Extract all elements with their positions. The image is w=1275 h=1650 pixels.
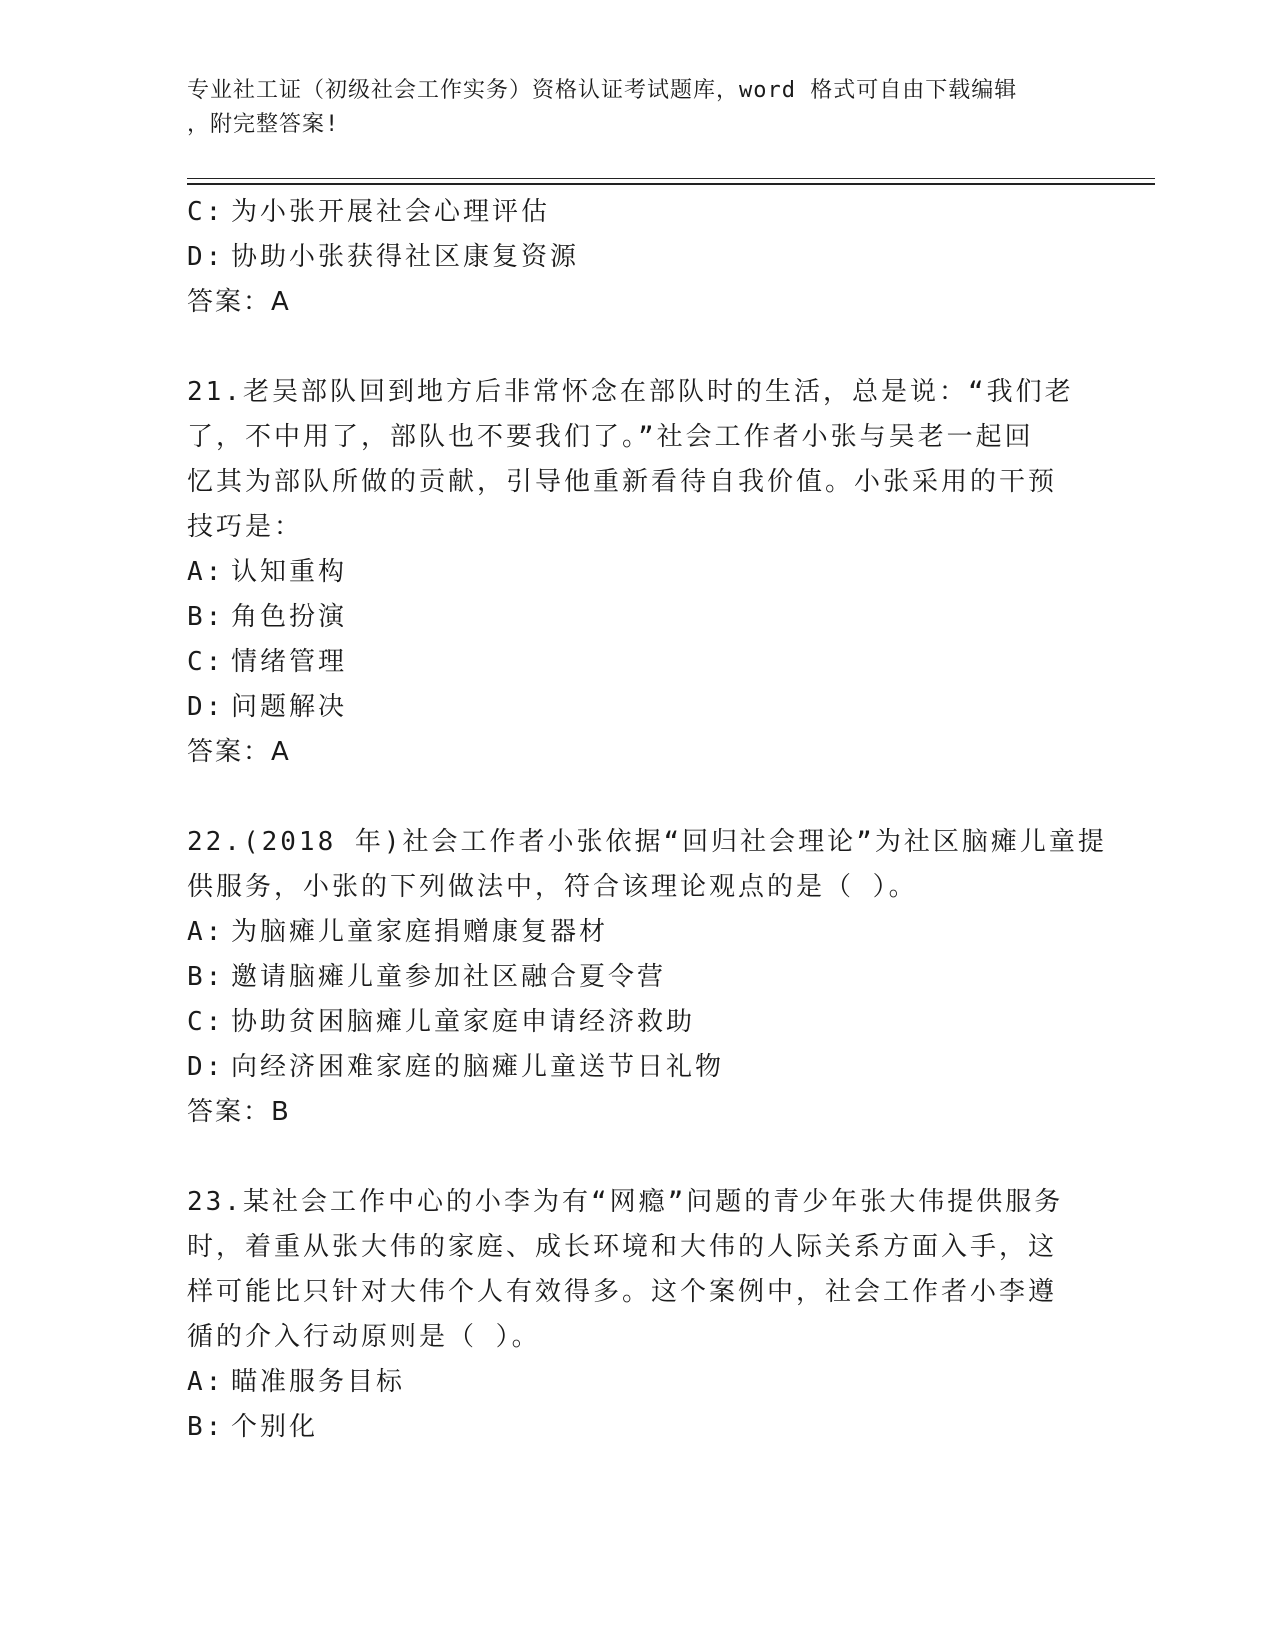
option-key: B: — [187, 1412, 225, 1442]
option-a — [187, 550, 1087, 595]
spacer — [187, 325, 1087, 370]
question-21 — [187, 370, 1087, 775]
option-key: A: — [187, 917, 225, 947]
question-stem-line: 循的介入行动原则是（ ）。 — [187, 1322, 541, 1352]
option-key: C: — [187, 647, 225, 677]
option-text: 协助小张获得社区康复资源 — [231, 242, 580, 272]
option-key: D: — [187, 242, 225, 272]
option-d — [187, 685, 1087, 730]
answer-line: 答案：A — [187, 287, 291, 317]
option-text: 向经济困难家庭的脑瘫儿童送节日礼物 — [231, 1052, 725, 1082]
document-header — [187, 74, 1087, 142]
spacer — [187, 1135, 1087, 1180]
question-stem-line: 技巧是： — [187, 512, 304, 542]
question-20-tail — [187, 190, 1087, 325]
option-key: C: — [187, 197, 225, 227]
option-key: B: — [187, 962, 225, 992]
option-b — [187, 595, 1087, 640]
header-title-line-2: ，附完整答案! — [187, 112, 340, 137]
option-text: 认知重构 — [231, 557, 348, 587]
question-22 — [187, 820, 1107, 1135]
question-23 — [187, 1180, 1087, 1450]
question-stem-line: 供服务，小张的下列做法中，符合该理论观点的是（ ）。 — [187, 872, 918, 902]
answer-line: 答案：B — [187, 1097, 291, 1127]
option-text: 角色扮演 — [231, 602, 348, 632]
option-c — [187, 190, 1087, 235]
option-c — [187, 1000, 1087, 1045]
question-stem-line: 样可能比只针对大伟个人有效得多。这个案例中，社会工作者小李遵 — [187, 1277, 1058, 1307]
spacer — [187, 775, 1087, 820]
option-text: 为脑瘫儿童家庭捐赠康复器材 — [231, 917, 609, 947]
option-d — [187, 235, 1087, 280]
question-stem-line: 21.老吴部队回到地方后非常怀念在部队时的生活，总是说：“我们老 — [187, 377, 1074, 407]
option-key: D: — [187, 692, 225, 722]
option-c — [187, 640, 1087, 685]
option-key: D: — [187, 1052, 225, 1082]
option-text: 问题解决 — [231, 692, 348, 722]
question-stem-line: 时，着重从张大伟的家庭、成长环境和大伟的人际关系方面入手，这 — [187, 1232, 1058, 1262]
option-key: A: — [187, 1367, 225, 1397]
option-text: 瞄准服务目标 — [231, 1367, 406, 1397]
answer-line: 答案：A — [187, 737, 291, 767]
option-key: C: — [187, 1007, 225, 1037]
question-stem-line: 忆其为部队所做的贡献，引导他重新看待自我价值。小张采用的干预 — [187, 467, 1058, 497]
option-text: 情绪管理 — [231, 647, 348, 677]
option-a — [187, 1360, 1087, 1405]
option-text: 为小张开展社会心理评估 — [231, 197, 551, 227]
option-text: 个别化 — [231, 1412, 319, 1442]
option-b — [187, 955, 1087, 1000]
header-title-line-1: 专业社工证（初级社会工作实务）资格认证考试题库，word 格式可自由下载编辑 — [187, 78, 1018, 103]
option-key: B: — [187, 602, 225, 632]
header-divider-thin — [187, 178, 1155, 179]
option-text: 协助贫困脑瘫儿童家庭申请经济救助 — [231, 1007, 696, 1037]
option-b — [187, 1405, 1087, 1450]
option-a — [187, 910, 1087, 955]
option-key: A: — [187, 557, 225, 587]
option-d — [187, 1045, 1087, 1090]
question-list — [187, 190, 1107, 1450]
question-stem-line: 23.某社会工作中心的小李为有“网瘾”问题的青少年张大伟提供服务 — [187, 1187, 1064, 1217]
question-stem-line: 22.(2018 年)社会工作者小张依据“回归社会理论”为社区脑瘫儿童提 — [187, 827, 1107, 857]
option-text: 邀请脑瘫儿童参加社区融合夏令营 — [231, 962, 667, 992]
question-stem-line: 了，不中用了，部队也不要我们了。”社会工作者小张与吴老一起回 — [187, 422, 1034, 452]
header-divider-thick — [187, 183, 1155, 185]
